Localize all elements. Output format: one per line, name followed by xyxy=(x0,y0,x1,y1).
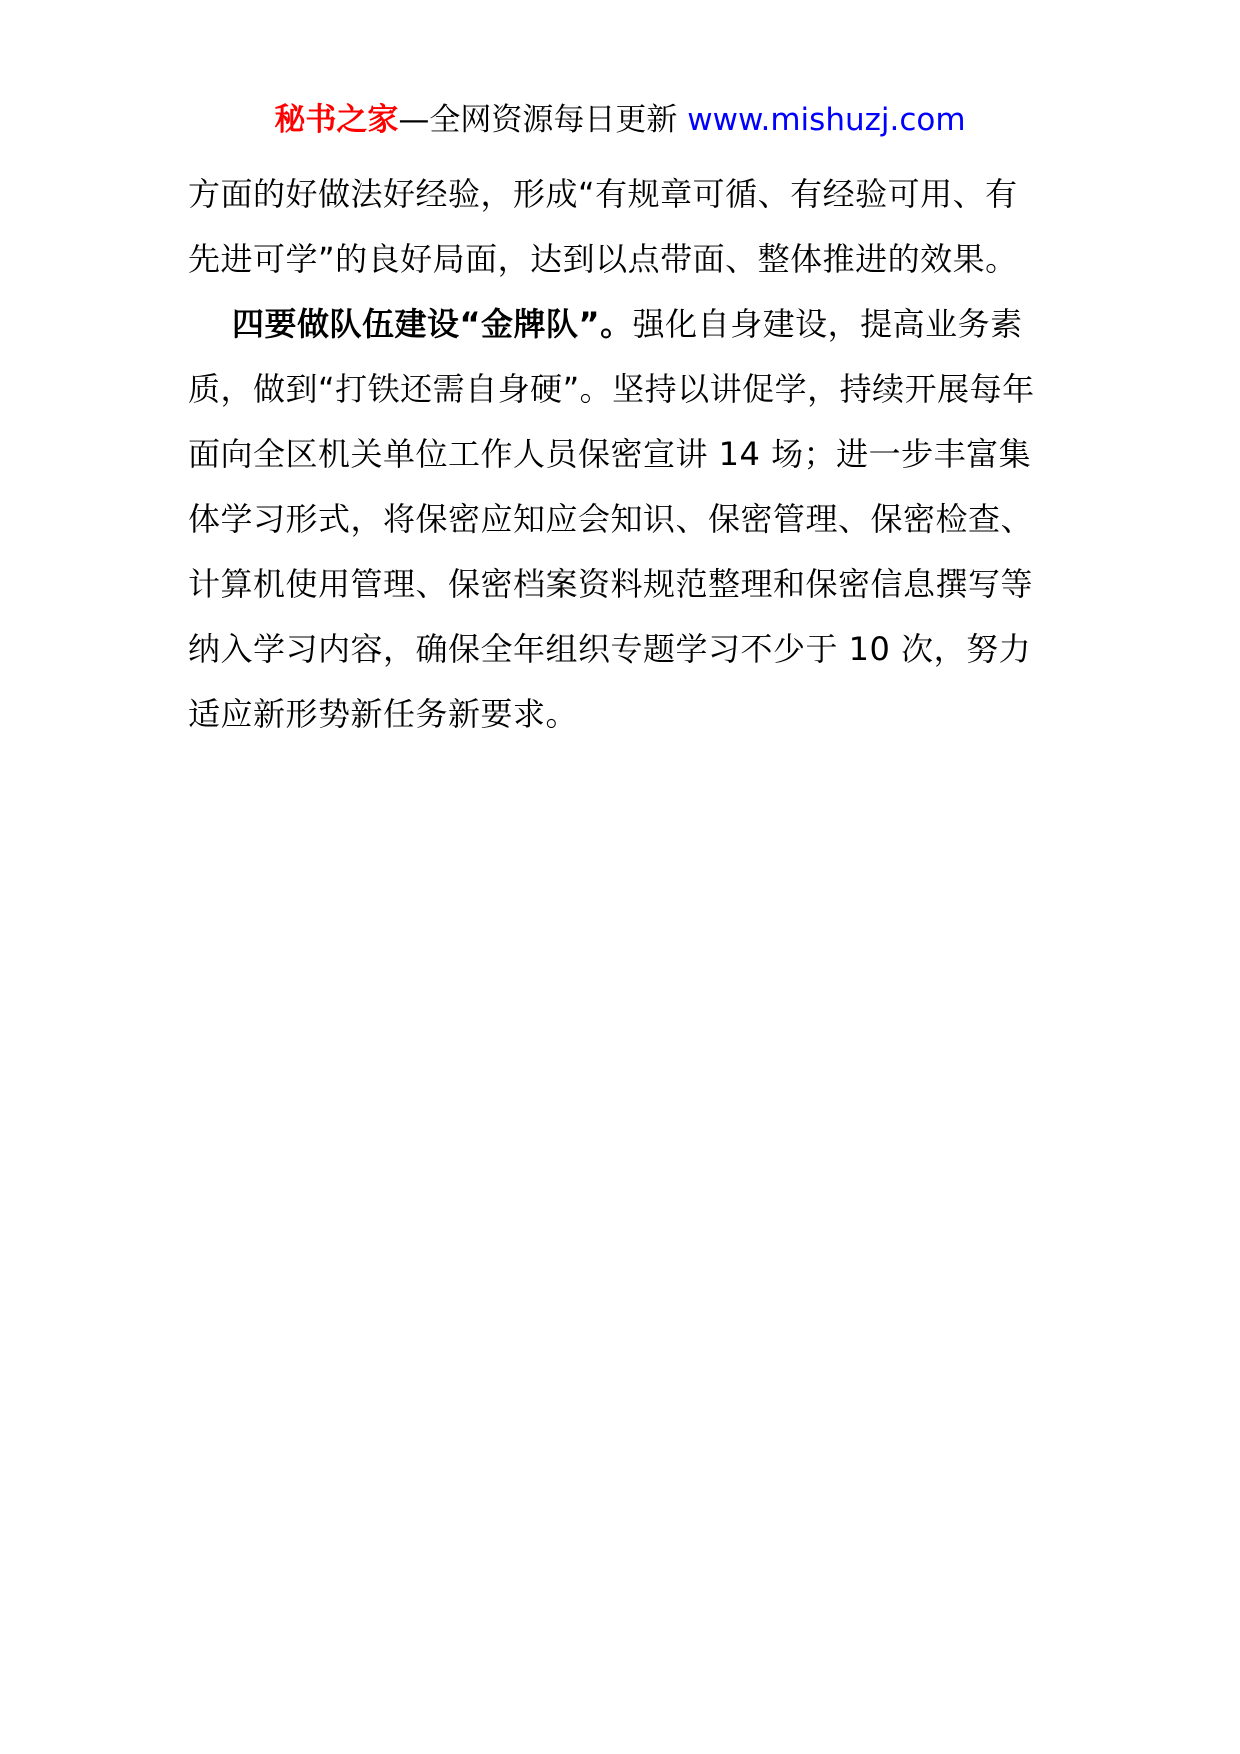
header-slogan: —全网资源每日更新 xyxy=(398,102,678,138)
page-header xyxy=(0,98,1240,142)
document-body xyxy=(188,162,1050,747)
paragraph-heading: 四要做队伍建设“金牌队”。 xyxy=(232,305,633,343)
paragraph-text: 强化自身建设，提高业务素质，做到“打铁还需自身硬”。坚持以讲促学，持续开展每年面向全区机关单位工作人员保密宣讲 14 场；进一步丰富集体学习形式，将保密应知应会知识、保密管理、保密检查、计算机使用管理、保密档案资料规范整理和保密信息撰写等纳入学习内容，确保全年组织专题学习不少于 10 次，努力适应新形势新任务新要求。 xyxy=(188,305,1035,733)
brand-name: 秘书之家 xyxy=(274,102,399,138)
paragraph-continued: 方面的好做法好经验，形成“有规章可循、有经验可用、有先进可学”的良好局面，达到以点带面、整体推进的效果。 xyxy=(188,175,1018,278)
website-link[interactable]: www.mishuzj.com xyxy=(687,102,966,138)
paragraph-team-building xyxy=(188,292,1050,747)
